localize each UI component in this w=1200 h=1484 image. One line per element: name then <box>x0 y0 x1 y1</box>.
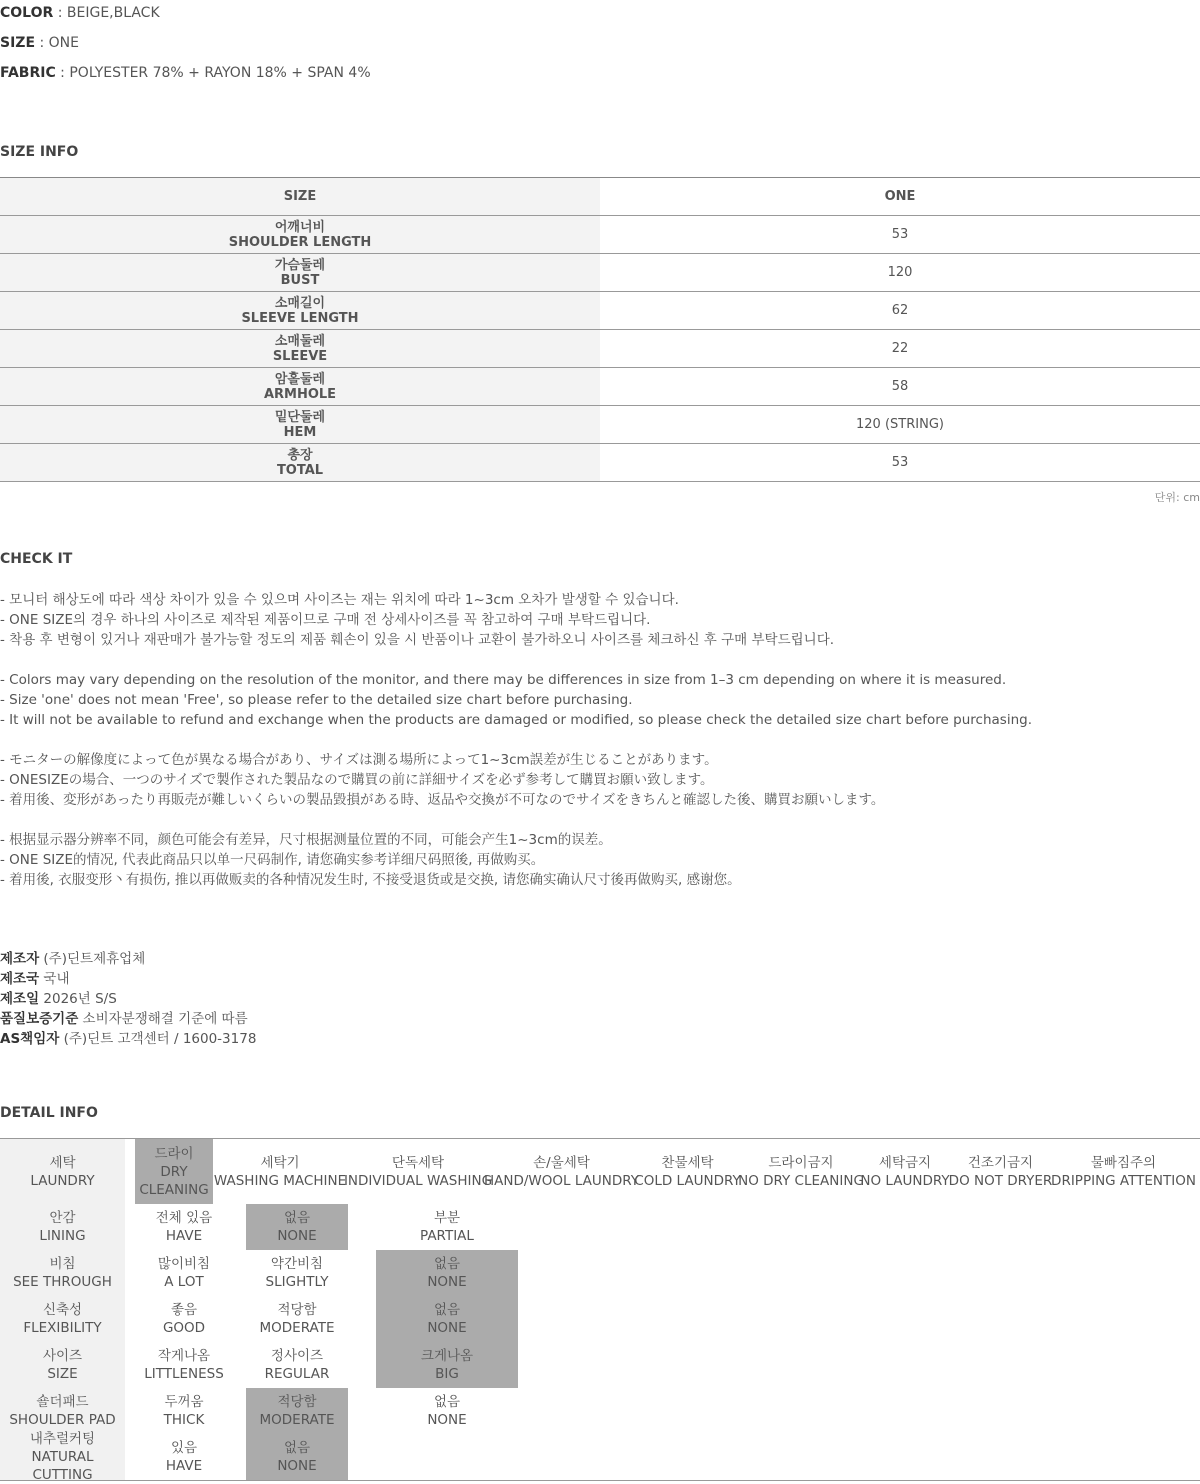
size-row-value: 62 <box>891 303 909 318</box>
laundry-option-en: NO LAUNDRY <box>860 1172 950 1189</box>
size-row-value: 58 <box>891 379 909 394</box>
size-row-value: 120 (STRING) <box>856 417 944 432</box>
detail-label-en: LINING <box>39 1228 86 1244</box>
size-row-value: 22 <box>891 341 909 356</box>
size-row <box>0 216 1200 254</box>
detail-option-ko: 없음 <box>433 1256 461 1272</box>
size-row-value: 53 <box>891 227 909 242</box>
detail-label-ko: 신축성 <box>42 1302 83 1318</box>
detail-option-ko: 부분 <box>433 1210 461 1226</box>
detail-row-label <box>0 1296 125 1342</box>
size-row-label-en: ARMHOLE <box>263 386 337 402</box>
detail-option-en: MODERATE <box>259 1412 335 1428</box>
maker-value: 소비자분쟁해결 기준에 따름 <box>78 1011 248 1027</box>
laundry-option <box>343 1139 493 1204</box>
detail-option <box>246 1204 348 1250</box>
detail-option <box>376 1204 518 1250</box>
detail-table <box>0 1138 1200 1481</box>
detail-row-laundry <box>0 1139 1200 1204</box>
check-line: - モニターの解像度によって色が異なる場合があり、サイズは測る場所によって1~3cm誤差が生じることがあります。 <box>0 752 718 768</box>
detail-row-label <box>0 1342 125 1388</box>
size-info-title: SIZE INFO <box>0 144 79 160</box>
detail-label-ko: 사이즈 <box>42 1348 83 1364</box>
size-row-value: 53 <box>891 455 909 470</box>
detail-option <box>246 1342 348 1388</box>
detail-option-ko: 적당함 <box>277 1302 317 1318</box>
maker-label: 품질보증기준 <box>0 1011 79 1027</box>
detail-option <box>135 1296 233 1342</box>
detail-option <box>376 1250 518 1296</box>
laundry-option <box>634 1139 741 1204</box>
maker-row <box>0 1009 256 1029</box>
detail-option <box>246 1296 348 1342</box>
maker-row <box>0 1029 256 1049</box>
laundry-option <box>861 1139 949 1204</box>
spec-color-label: COLOR <box>0 5 54 21</box>
check-gap <box>0 810 1032 830</box>
detail-row <box>0 1388 1200 1434</box>
check-line: - Colors may vary depending on the resolution of the monitor, and there may be differences in size from 1–3 cm depending on where it is measured. <box>0 672 1007 688</box>
detail-label-ko: 내추럴커팅 <box>29 1431 96 1447</box>
laundry-option-ko: 단독세탁 <box>391 1154 445 1171</box>
detail-option-ko: 없음 <box>433 1394 461 1410</box>
detail-option <box>376 1342 518 1388</box>
detail-option <box>246 1434 348 1480</box>
detail-option <box>376 1296 518 1342</box>
size-row-label <box>0 444 600 481</box>
detail-option-ko: 없음 <box>283 1210 311 1226</box>
size-row-label <box>0 330 600 367</box>
size-row <box>0 444 1200 482</box>
detail-option-en: NONE <box>427 1274 467 1290</box>
size-header-value: ONE <box>884 189 916 204</box>
spec-color <box>0 4 160 22</box>
detail-option-en: SLIGHTLY <box>265 1274 329 1290</box>
laundry-option-ko: 물빠짐주의 <box>1090 1154 1157 1171</box>
check-line: - ONESIZEの場合、一つのサイズで製作された製品なので購買の前に詳細サイズを必ず参考して購買お願い致します。 <box>0 772 714 788</box>
maker-label: AS책임자 <box>0 1031 60 1047</box>
check-gap <box>0 730 1032 750</box>
detail-row <box>0 1431 1200 1483</box>
detail-option-en: REGULAR <box>264 1366 330 1382</box>
detail-option-ko: 크게나옴 <box>420 1348 474 1364</box>
detail-label-en: SIZE <box>47 1366 78 1382</box>
laundry-option-ko: 드라이금지 <box>768 1154 834 1171</box>
detail-option-ko: 없음 <box>433 1302 461 1318</box>
size-header-label: SIZE <box>0 178 600 215</box>
size-unit: 단위: cm <box>1154 491 1200 504</box>
laundry-option <box>949 1139 1052 1204</box>
size-row-label <box>0 368 600 405</box>
size-row-label-en: SLEEVE <box>272 348 328 364</box>
check-line: - 根据显示器分辨率不同，颜色可能会有差异，尺寸根据测量位置的不同，可能会产生1~3cm的误差。 <box>0 832 612 848</box>
laundry-option-en: DRY <box>160 1163 188 1180</box>
detail-label-en: SEE THROUGH <box>13 1274 112 1290</box>
maker-value: 국내 <box>39 971 70 987</box>
spec-fabric <box>0 64 371 82</box>
spec-size <box>0 34 79 52</box>
size-row-label <box>0 254 600 291</box>
maker-row <box>0 989 256 1009</box>
detail-option-ko: 있음 <box>170 1440 198 1456</box>
size-row-label-ko: 총장 <box>287 447 313 463</box>
laundry-option-ko: 찬물세탁 <box>661 1154 714 1171</box>
detail-row-label <box>0 1204 125 1250</box>
maker-value: 2026년 S/S <box>39 991 117 1007</box>
detail-option <box>135 1388 233 1434</box>
detail-option <box>135 1434 233 1480</box>
detail-label-ko: 숄더패드 <box>36 1394 89 1410</box>
detail-option-ko: 작게나옴 <box>157 1348 211 1364</box>
detail-label-en: NATURAL CUTTING <box>31 1449 94 1483</box>
detail-option-ko: 많이비침 <box>157 1256 211 1272</box>
maker-info <box>0 949 256 1049</box>
size-row-label-ko: 어깨너비 <box>274 219 326 235</box>
detail-option-en: GOOD <box>162 1320 206 1336</box>
size-row <box>0 368 1200 406</box>
maker-value: (주)딘트제휴업체 <box>39 951 146 967</box>
detail-option-en: A LOT <box>164 1274 204 1290</box>
laundry-option-en: INDIVIDUAL WASHING <box>343 1172 493 1189</box>
detail-option-ko: 좋음 <box>170 1302 198 1318</box>
size-row-label <box>0 216 600 253</box>
detail-row-label <box>0 1388 125 1434</box>
spec-color-value: : BEIGE,BLACK <box>53 5 160 21</box>
detail-option <box>135 1342 233 1388</box>
maker-value: (주)딘트 고객센터 / 1600-3178 <box>59 1031 257 1047</box>
detail-option-en: LITTLENESS <box>144 1366 224 1382</box>
maker-label: 제조일 <box>0 991 40 1007</box>
laundry-option-en: WASHING MACHINE <box>213 1172 347 1189</box>
maker-label: 제조국 <box>0 971 40 987</box>
size-row <box>0 292 1200 330</box>
check-line: - 착용 후 변형이 있거나 재판매가 불가능할 정도의 제품 훼손이 있을 시 반품이나 교환이 불가하오니 사이즈를 체크하신 후 구매 부탁드립니다. <box>0 632 835 648</box>
maker-row <box>0 969 256 989</box>
laundry-option <box>483 1139 640 1204</box>
laundry-option-en: DRIPPING ATTENTION <box>1051 1172 1196 1189</box>
detail-option-ko: 전체 있음 <box>155 1210 213 1226</box>
detail-option <box>135 1204 233 1250</box>
check-line: - ONE SIZE의 경우 하나의 사이즈로 제작된 제품이므로 구매 전 상세사이즈를 꼭 참고하여 구매 부탁드립니다. <box>0 612 651 628</box>
laundry-option-ko: 세탁금지 <box>878 1154 932 1171</box>
size-row-label-ko: 밑단둘레 <box>274 409 326 425</box>
check-gap <box>0 650 1032 670</box>
size-row-label-ko: 소매둘레 <box>274 333 326 349</box>
laundry-option-ko: 드라이 <box>154 1145 194 1162</box>
laundry-option-en: COLD LAUNDRY <box>634 1172 741 1189</box>
detail-option-en: NONE <box>427 1320 467 1336</box>
detail-option-en: NONE <box>277 1228 317 1244</box>
detail-option-ko: 정사이즈 <box>270 1348 324 1364</box>
detail-label-en: FLEXIBILITY <box>23 1320 102 1336</box>
laundry-option-en: NO DRY CLEANING <box>738 1172 864 1189</box>
detail-label-ko: 안감 <box>49 1210 76 1226</box>
detail-option <box>376 1388 518 1434</box>
detail-info-title: DETAIL INFO <box>0 1105 98 1121</box>
size-row-label-en: TOTAL <box>276 462 324 478</box>
size-row <box>0 254 1200 292</box>
check-line: - Size 'one' does not mean 'Free', so please refer to the detailed size chart before purchasing. <box>0 692 633 708</box>
detail-row <box>0 1250 1200 1296</box>
size-row-label-en: SLEEVE LENGTH <box>241 310 359 326</box>
detail-option <box>135 1250 233 1296</box>
detail-row <box>0 1204 1200 1250</box>
detail-option-en: MODERATE <box>259 1320 335 1336</box>
check-it-title: CHECK IT <box>0 551 73 567</box>
size-row <box>0 330 1200 368</box>
size-row <box>0 406 1200 444</box>
spec-size-value: : ONE <box>35 35 79 51</box>
laundry-option <box>213 1139 347 1204</box>
size-row-label-en: SHOULDER LENGTH <box>228 234 372 250</box>
detail-option-ko: 두꺼움 <box>164 1394 204 1410</box>
size-row-label <box>0 292 600 329</box>
maker-label: 제조자 <box>0 951 40 967</box>
detail-option-ko: 적당함 <box>277 1394 317 1410</box>
size-table <box>0 177 1200 482</box>
detail-row <box>0 1296 1200 1342</box>
laundry-option-ko: 세탁기 <box>260 1154 300 1171</box>
size-table-header <box>0 178 1200 216</box>
detail-label-en: SHOULDER PAD <box>9 1412 116 1428</box>
detail-option-en: THICK <box>163 1412 205 1428</box>
detail-option-en: HAVE <box>165 1458 203 1474</box>
detail-option-ko: 없음 <box>283 1440 311 1456</box>
size-row-label <box>0 406 600 443</box>
size-row-value: 120 <box>887 265 913 280</box>
detail-option <box>246 1250 348 1296</box>
detail-row-label <box>0 1250 125 1296</box>
check-line: - 모니터 해상도에 따라 색상 차이가 있을 수 있으며 사이즈는 재는 위치에 따라 1~3cm 오차가 발생할 수 있습니다. <box>0 592 679 608</box>
detail-row <box>0 1342 1200 1388</box>
detail-row-label <box>0 1431 125 1483</box>
spec-fabric-label: FABRIC <box>0 65 56 81</box>
check-line: - ONE SIZE的情况, 代表此商品只以单一尺码制作, 请您确实参考详细尺码照後, 再做购买。 <box>0 852 545 868</box>
laundry-option-ko: 손/울세탁 <box>533 1154 590 1171</box>
detail-option-en: NONE <box>427 1412 467 1428</box>
size-row-label-ko: 소매길이 <box>274 295 326 311</box>
laundry-option-en: DO NOT DRYER <box>948 1172 1053 1189</box>
size-row-label-ko: 가슴둘레 <box>274 257 326 273</box>
size-row-label-ko: 암홀둘레 <box>274 371 326 387</box>
laundry-option-en: HAND/WOOL LAUNDRY <box>483 1172 640 1189</box>
spec-size-label: SIZE <box>0 35 36 51</box>
check-line: - It will not be available to refund and exchange when the products are damaged or modified, so please check the detailed size chart before purchasing. <box>0 712 1032 728</box>
detail-row-label <box>0 1139 125 1204</box>
detail-label-ko: 세탁 <box>49 1154 76 1171</box>
spec-fabric-value: : POLYESTER 78% + RAYON 18% + SPAN 4% <box>55 65 371 81</box>
laundry-option <box>738 1139 864 1204</box>
detail-label-ko: 비침 <box>49 1256 76 1272</box>
check-it-body <box>0 590 1032 890</box>
check-line: - 着用後, 衣服变形丶有损伤, 推以再做贩卖的各种情况发生时, 不接受退货或是交换, 请您确实确认尺寸後再做购买, 感谢您。 <box>0 872 741 888</box>
size-row-label-en: HEM <box>283 424 317 440</box>
check-line: - 着用後、変形があったり再販売が難しいくらいの製品毀損がある時、返品や交換が不可なのでサイズをきちんと確認した後、購買お願いします。 <box>0 792 885 808</box>
size-row-label-en: BUST <box>280 272 320 288</box>
laundry-option <box>1052 1139 1195 1204</box>
detail-option-en: HAVE <box>165 1228 203 1244</box>
maker-row <box>0 949 256 969</box>
detail-option-ko: 약간비침 <box>270 1256 324 1272</box>
detail-label-en: LAUNDRY <box>30 1172 95 1189</box>
laundry-option-en: CLEANING <box>139 1181 209 1198</box>
detail-option <box>246 1388 348 1434</box>
detail-option-en: BIG <box>435 1366 459 1382</box>
detail-option-en: PARTIAL <box>420 1228 474 1244</box>
laundry-option-ko: 건조기금지 <box>967 1154 1034 1171</box>
laundry-option <box>135 1139 213 1204</box>
detail-option-en: NONE <box>277 1458 317 1474</box>
